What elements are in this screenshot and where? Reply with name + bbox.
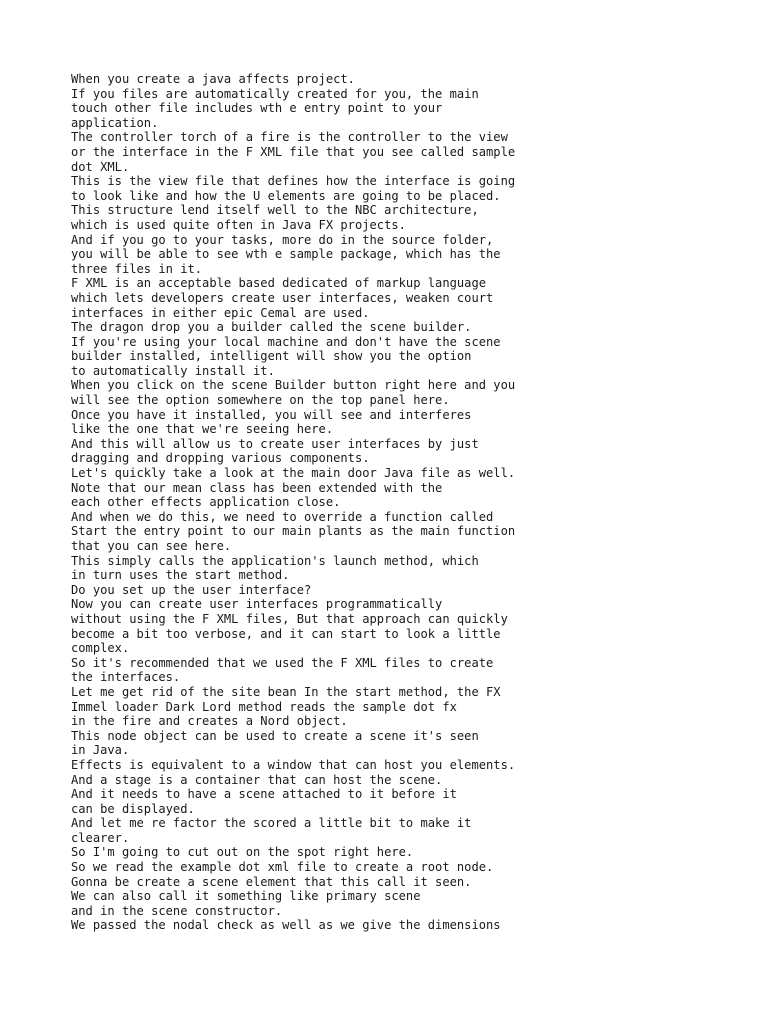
transcript-line: Now you can create user interfaces programmatically: [71, 597, 443, 612]
transcript-line: in the fire and creates a Nord object.: [71, 714, 348, 729]
transcript-line: complex.: [71, 641, 130, 656]
transcript-line: clearer.: [71, 830, 130, 845]
transcript-line: So we read the example dot xml file to create a root node.: [71, 860, 494, 875]
transcript-line: The dragon drop you a builder called the scene builder.: [71, 320, 472, 335]
transcript-line: And it needs to have a scene attached to it before it: [71, 787, 457, 802]
transcript-line: or the interface in the F XML file that you see called sample: [71, 144, 516, 159]
transcript-line: Once you have it installed, you will see and interferes: [71, 407, 472, 422]
transcript-line: like the one that we're seeing here.: [71, 422, 334, 437]
transcript-line: Note that our mean class has been extended with the: [71, 480, 443, 495]
transcript-line: This node object can be used to create a scene it's seen: [71, 728, 479, 743]
transcript-text: [71, 72, 515, 933]
transcript-line: And if you go to your tasks, more do in the source folder,: [71, 232, 494, 247]
transcript-line: When you click on the scene Builder button right here and you: [71, 378, 516, 393]
transcript-line: Let me get rid of the site bean In the start method, the FX: [71, 684, 501, 699]
transcript-line: the interfaces.: [71, 670, 181, 685]
transcript-line: you will be able to see wth e sample package, which has the: [71, 247, 501, 262]
transcript-line: Do you set up the user interface?: [71, 582, 312, 597]
transcript-line: interfaces in either epic Cemal are used.: [71, 305, 370, 320]
transcript-line: Gonna be create a scene element that this call it seen.: [71, 874, 472, 889]
transcript-line: And let me re factor the scored a little bit to make it: [71, 816, 472, 831]
transcript-line: Start the entry point to our main plants as the main function: [71, 524, 516, 539]
transcript-line: If you're using your local machine and don't have the scene: [71, 334, 501, 349]
transcript-line: and in the scene constructor.: [71, 903, 283, 918]
transcript-line: become a bit too verbose, and it can start to look a little: [71, 626, 501, 641]
transcript-line: in turn uses the start method.: [71, 568, 290, 583]
transcript-line: We passed the nodal check as well as we give the dimensions: [71, 918, 501, 933]
transcript-line: Immel loader Dark Lord method reads the sample dot fx: [71, 699, 457, 714]
transcript-line: each other effects application close.: [71, 495, 341, 510]
transcript-line: to automatically install it.: [71, 363, 275, 378]
transcript-line: The controller torch of a fire is the controller to the view: [71, 130, 508, 145]
transcript-line: If you files are automatically created for you, the main: [71, 86, 479, 101]
transcript-line: will see the option somewhere on the top panel here.: [71, 393, 450, 408]
transcript-line: When you create a java affects project.: [71, 72, 355, 86]
transcript-line: builder installed, intelligent will show you the option: [71, 349, 472, 364]
transcript-line: F XML is an acceptable based dedicated of markup language: [71, 276, 487, 291]
transcript-line: to look like and how the U elements are going to be placed.: [71, 188, 501, 203]
transcript-line: which is used quite often in Java FX projects.: [71, 217, 406, 232]
transcript-line: touch other file includes wth e entry point to your: [71, 101, 443, 116]
transcript-line: can be displayed.: [71, 801, 195, 816]
transcript-line: And a stage is a container that can host the scene.: [71, 772, 443, 787]
transcript-line: without using the F XML files, But that approach can quickly: [71, 611, 508, 626]
transcript-line: This simply calls the application's launch method, which: [71, 553, 479, 568]
transcript-line: This structure lend itself well to the NBC architecture,: [71, 203, 479, 218]
transcript-line: dot XML.: [71, 159, 130, 174]
transcript-line: which lets developers create user interfaces, weaken court: [71, 290, 494, 305]
transcript-line: This is the view file that defines how the interface is going: [71, 174, 516, 189]
transcript-line: application.: [71, 115, 159, 130]
transcript-line: We can also call it something like primary scene: [71, 889, 421, 904]
transcript-line: So it's recommended that we used the F XML files to create: [71, 655, 494, 670]
transcript-line: So I'm going to cut out on the spot right here.: [71, 845, 414, 860]
transcript-line: three files in it.: [71, 261, 203, 276]
transcript-line: dragging and dropping various components.: [71, 451, 370, 466]
transcript-line: in Java.: [71, 743, 130, 758]
transcript-line: And this will allow us to create user interfaces by just: [71, 436, 479, 451]
transcript-line: Let's quickly take a look at the main door Java file as well.: [71, 466, 516, 481]
transcript-line: that you can see here.: [71, 539, 232, 553]
transcript-line: Effects is equivalent to a window that can host you elements.: [71, 757, 516, 772]
transcript-line: And when we do this, we need to override a function called: [71, 509, 494, 524]
